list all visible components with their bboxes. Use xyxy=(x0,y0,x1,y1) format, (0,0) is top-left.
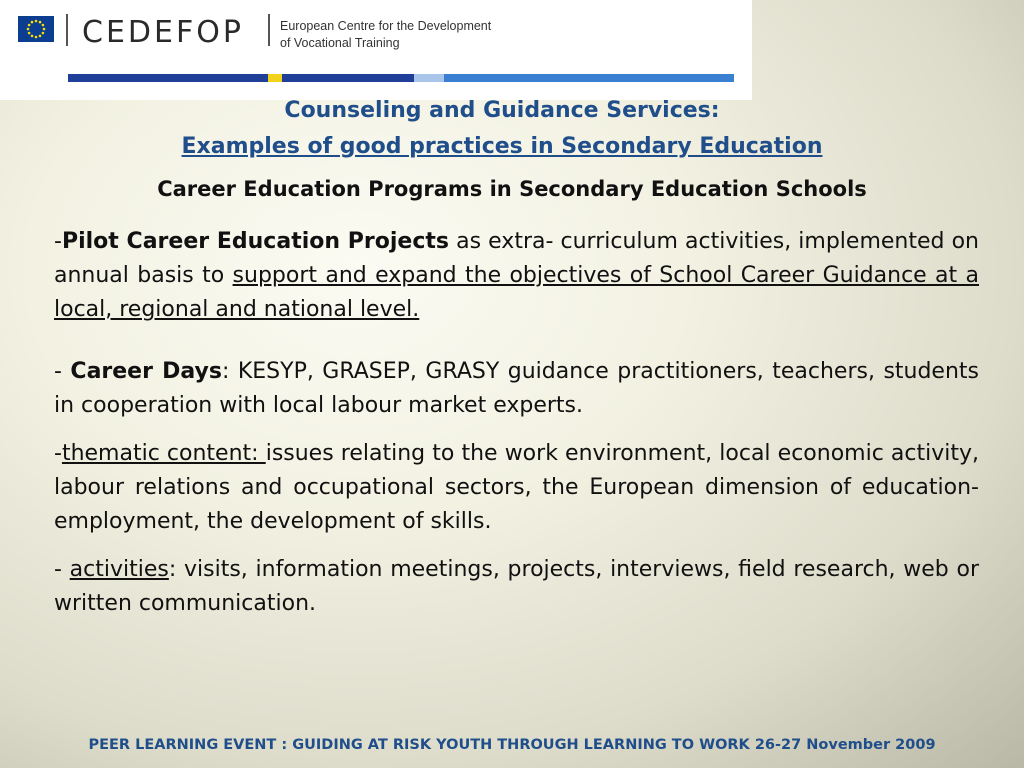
paragraph-thematic-content xyxy=(54,437,979,539)
paragraph-career-days xyxy=(54,355,979,423)
footer-event-title: PEER LEARNING EVENT : GUIDING AT RISK YOUTH THROUGH LEARNING TO WORK 26-27 November 2009 xyxy=(88,737,936,753)
pilot-projects-objectives: support and expand the objectives of School Career Guidance at a local, regional and national level. xyxy=(54,263,979,322)
divider xyxy=(66,14,68,46)
body-text xyxy=(54,225,979,621)
pilot-projects-text: as extra- curriculum activities, implemented on annual basis to xyxy=(54,229,979,288)
slide-title xyxy=(0,93,1004,165)
dash: - xyxy=(54,229,62,254)
stripe-light-blue xyxy=(414,74,444,82)
thematic-content-label: thematic content: xyxy=(61,441,266,466)
title-line2: Examples of good practices in Secondary Education xyxy=(181,134,823,159)
dash: - xyxy=(54,441,62,466)
stripe-dark-blue xyxy=(68,74,268,82)
activities-text: : visits, information meetings, projects, interviews, field research, web or written communication. xyxy=(54,557,979,616)
stripe-dark-blue xyxy=(282,74,414,82)
stripe-yellow xyxy=(268,74,282,82)
activities-label: activities xyxy=(69,557,169,582)
org-name-line1: European Centre for the Development xyxy=(280,19,492,33)
career-days-label: Career Days xyxy=(70,359,222,384)
header-banner xyxy=(0,0,752,100)
cedefop-logo: CEDEFOP xyxy=(82,15,244,50)
eu-flag-icon xyxy=(18,16,54,42)
paragraph-pilot-projects xyxy=(54,225,979,327)
pilot-projects-label: Pilot Career Education Projects xyxy=(61,229,449,254)
section-heading: Career Education Programs in Secondary Education Schools xyxy=(157,177,867,201)
thematic-content-text: issues relating to the work environment, local economic activity, labour relations and occupational sectors, the European dimension of education-employment, the development of skills. xyxy=(54,441,979,534)
color-stripe xyxy=(68,74,734,82)
divider xyxy=(268,14,270,46)
org-name-line2: of Vocational Training xyxy=(280,36,400,50)
dash: - xyxy=(54,359,71,384)
organization-name xyxy=(280,18,491,52)
career-days-text: : KESYP, GRASEP, GRASY guidance practitioners, teachers, students in cooperation with local labour market experts. xyxy=(54,359,980,418)
paragraph-activities xyxy=(54,553,979,621)
dash: - xyxy=(54,557,70,582)
stripe-mid-blue xyxy=(444,74,734,82)
title-line1: Counseling and Guidance Services: xyxy=(284,98,720,123)
